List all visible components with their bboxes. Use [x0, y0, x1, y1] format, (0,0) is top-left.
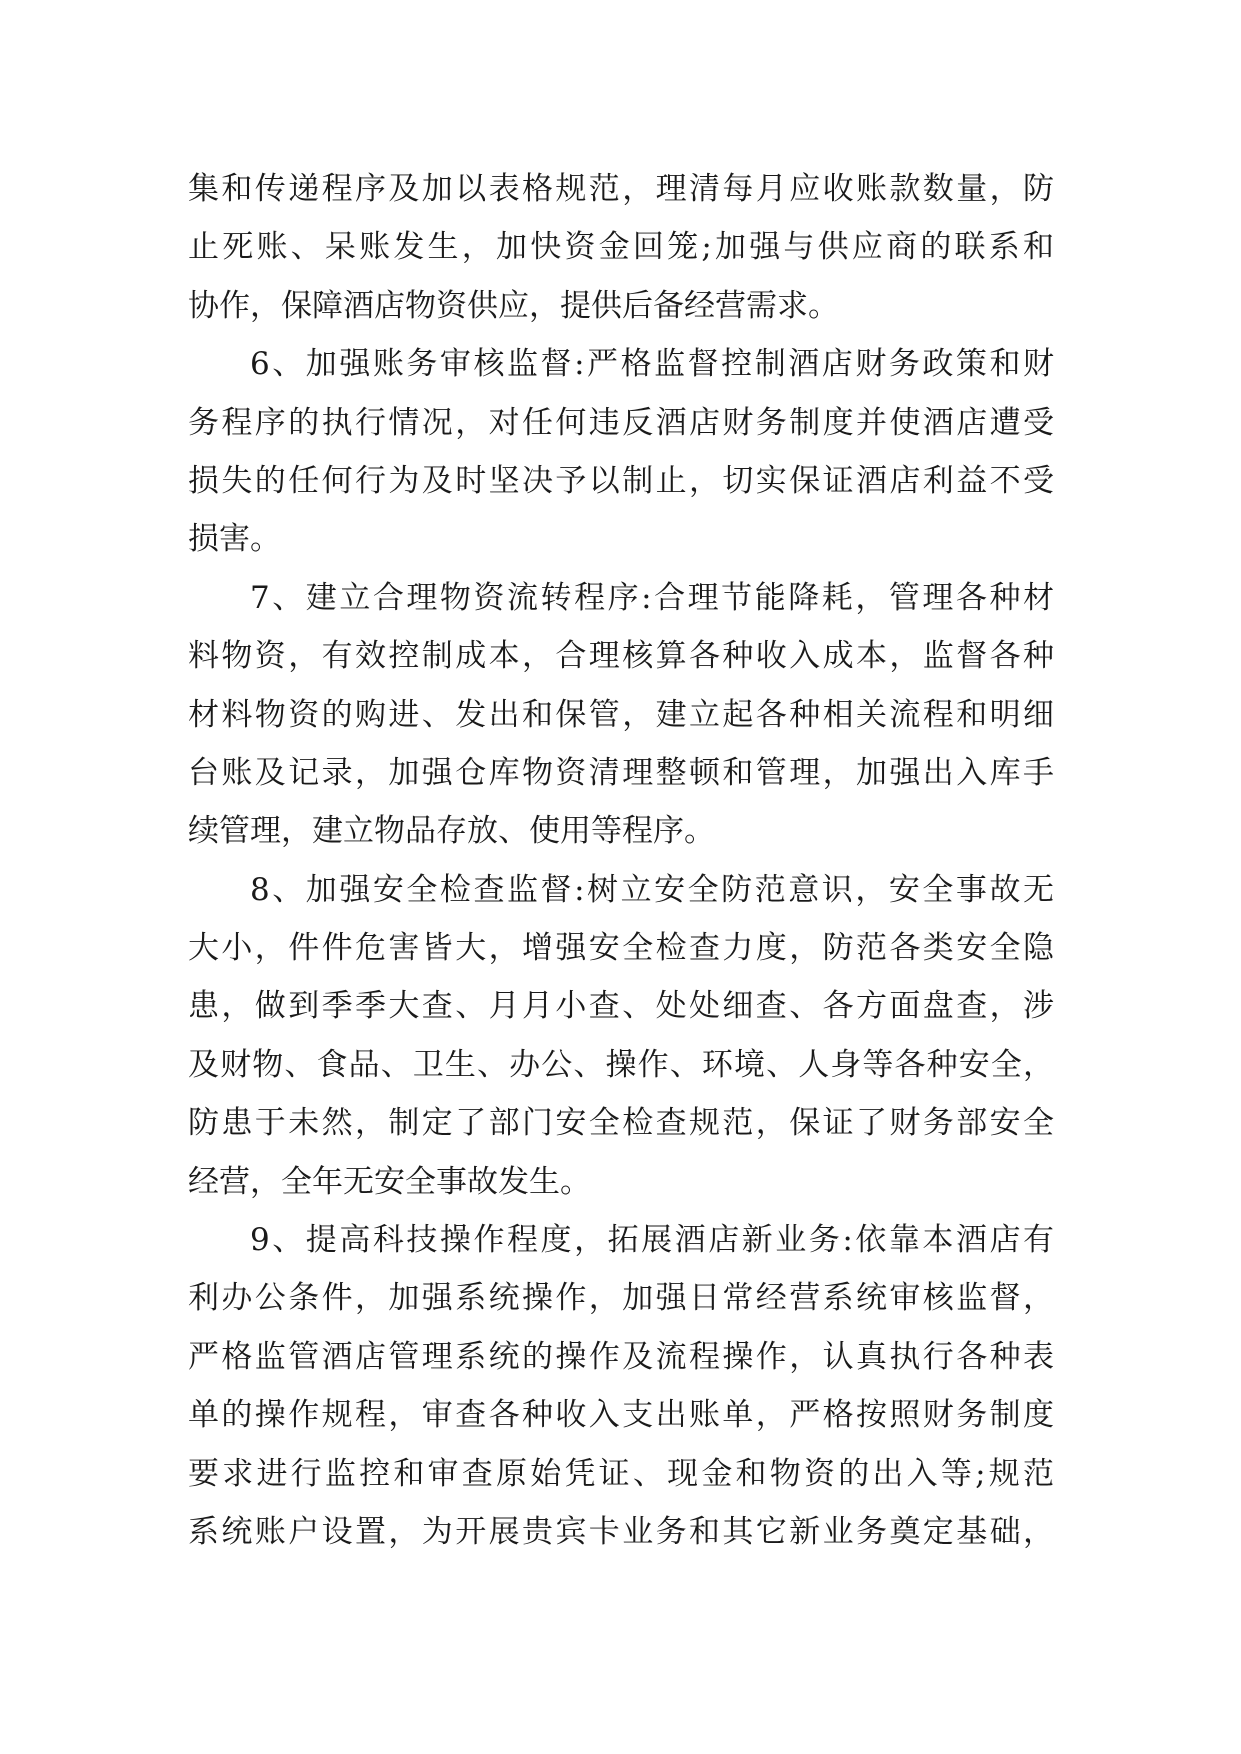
document-line: 患，做到季季大查、月月小查、处处细查、各方面盘查，涉: [188, 988, 1054, 1025]
document-line: 料物资，有效控制成本，合理核算各种收入成本，监督各种: [188, 638, 1054, 675]
document-line: 利办公条件，加强系统操作，加强日常经营系统审核监督，: [188, 1280, 1054, 1317]
document-line: 续管理，建立物品存放、使用等程序。: [188, 813, 715, 850]
document-line: 防患于未然，制定了部门安全检查规范，保证了财务部安全: [188, 1105, 1054, 1142]
document-line: 经营，全年无安全事故发生。: [188, 1163, 591, 1200]
document-line: 台账及记录，加强仓库物资清理整顿和管理，加强出入库手: [188, 754, 1054, 791]
document-line: 止死账、呆账发生，加快资金回笼;加强与供应商的联系和: [188, 229, 1054, 266]
document-line: 9、提高科技操作程度，拓展酒店新业务:依靠本酒店有: [250, 1222, 1054, 1259]
document-line: 协作，保障酒店物资供应，提供后备经营需求。: [188, 287, 839, 324]
document-line: 损害。: [188, 521, 281, 558]
document-line: 单的操作规程，审查各种收入支出账单，严格按照财务制度: [188, 1397, 1054, 1434]
document-body: [188, 160, 1054, 1561]
document-line: 严格监管酒店管理系统的操作及流程操作，认真执行各种表: [188, 1338, 1054, 1375]
document-line: 集和传递程序及加以表格规范，理清每月应收账款数量，防: [188, 171, 1054, 207]
document-line: 系统账户设置，为开展贵宾卡业务和其它新业务奠定基础，: [188, 1513, 1054, 1550]
document-line: 务程序的执行情况，对任何违反酒店财务制度并使酒店遭受: [188, 404, 1054, 441]
document-line: 7、建立合理物资流转程序:合理节能降耗，管理各种材: [250, 579, 1054, 616]
document-line: 要求进行监控和审查原始凭证、现金和物资的出入等;规范: [188, 1455, 1054, 1492]
document-line: 材料物资的购进、发出和保管，建立起各种相关流程和明细: [188, 696, 1054, 733]
document-line: 损失的任何行为及时坚决予以制止，切实保证酒店利益不受: [188, 462, 1054, 499]
document-line: 8、加强安全检查监督:树立安全防范意识，安全事故无: [250, 871, 1054, 908]
document-line: 及财物、食品、卫生、办公、操作、环境、人身等各种安全，: [188, 1046, 1054, 1083]
document-line: 6、加强账务审核监督:严格监督控制酒店财务政策和财: [250, 346, 1054, 383]
document-line: 大小，件件危害皆大，增强安全检查力度，防范各类安全隐: [188, 930, 1054, 967]
